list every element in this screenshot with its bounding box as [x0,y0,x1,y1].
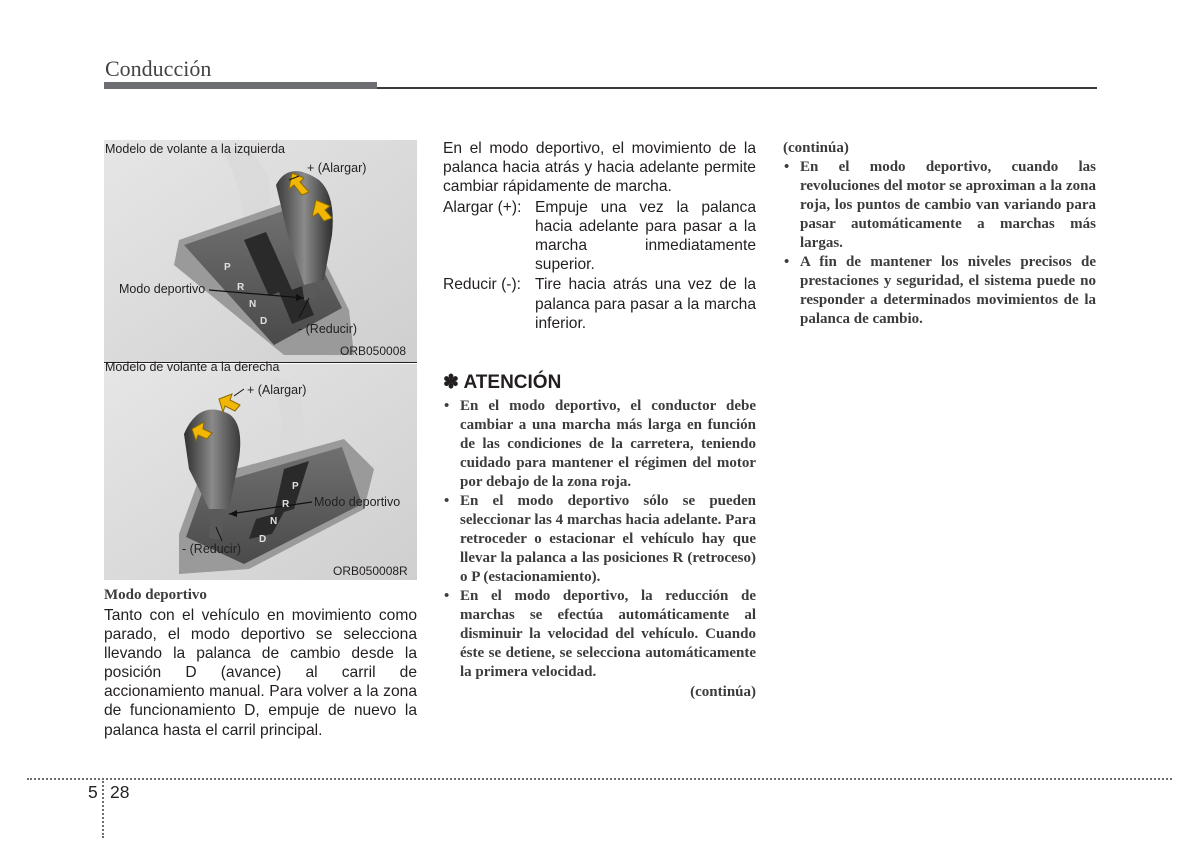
sport-mode-section [104,586,417,740]
header-rule-thin [377,87,1097,89]
attention-item: • En el modo deportivo sólo se pueden seleccionar las 4 marchas hacia adelante. Para retroceder o estacionar el vehículo hay que llevar la palanca a las posiciones R (retroceso) o P (estacionamiento). [444,493,756,585]
right-list-item: • A fin de mantener los niveles precisos de prestaciones y seguridad, el sistema puede no responder a determinados movimientos de la palanca de cambio. [784,254,1096,327]
upshift-text: Empuje una vez la palanca hacia adelante para pasar a la marcha inmediatamente superior. [535,198,756,274]
figure-right-hand-drive [104,359,417,580]
label-downshift: - (Reducir) [298,322,358,336]
sport-mode-body: Tanto con el vehículo en movimiento como parado, el modo deportivo se selecciona llevando la palanca de cambio desde la posición D (avance) al carril de accionamiento manual. Para volver a la zona de funcionamiento D, empuje de nuevo la palanca hasta el carril principal. [104,607,417,739]
bullet-icon: • [444,493,450,509]
shifter-illustration-left [104,140,417,362]
right-list [783,158,1096,329]
gate-letter-d: D [259,534,267,545]
label-sport-mode: Modo deportivo [314,495,401,509]
gate-letter-n: N [270,516,278,527]
label-sport-mode: Modo deportivo [119,282,206,296]
attention-item: • En el modo deportivo, la reducción de marchas se efectúa automáticamente al disminuir la velocidad del vehículo. Cuando éste se detiene, se selecciona automáticamente la primera velocidad. [444,588,756,680]
attention-box [443,397,756,702]
downshift-definition [443,275,756,333]
bullet-icon: • [784,254,790,270]
label-downshift: - (Reducir) [182,542,242,556]
attention-title: ATENCIÓN [463,372,562,393]
gate-letter-r: R [237,282,245,293]
gate-letter-d: D [260,316,268,327]
sport-mode-heading: Modo deportivo [104,587,207,603]
sport-mode-intro: En el modo deportivo, el movimiento de la palanca hacia atrás y hacia adelante permite cambiar rápidamente de marcha. [443,140,756,196]
footer-divider [102,778,104,838]
upshift-term: Alargar (+): [443,198,522,216]
attention-list [443,397,756,682]
figure-caption-left: Modelo de volante a la izquierda [105,142,285,156]
page-number: 28 [110,782,130,802]
gate-letter-n: N [249,299,257,310]
continues-note: (continúa) [690,684,756,700]
upshift-definition [443,198,756,275]
bullet-icon: • [444,588,450,604]
attention-item: • En el modo deportivo, el conductor debe cambiar a una marcha más larga en función de las condiciones de la carretera, teniendo cuidado para mantener el régimen del motor por debajo de la zona roja. [444,398,756,490]
attention-heading [443,371,561,394]
figure-code-left: ORB050008 [340,344,407,358]
label-upshift: + (Alargar) [307,161,367,175]
right-list-item: • En el modo deportivo, cuando las revoluciones del motor se aproximan a la zona roja, los puntos de cambio van variando para pasar automáticamente a marchas más largas. [784,159,1096,251]
chapter-number: 5 [88,782,98,802]
continued-note: (continúa) [783,140,849,156]
downshift-text: Tire hacia atrás una vez de la palanca para pasar a la marcha inferior. [535,276,756,332]
header-rule-thick [104,82,377,89]
middle-column [443,139,756,333]
downshift-term: Reducir (-): [443,276,521,294]
shifter-illustration-right [104,359,417,580]
figure-caption-right: Modelo de volante a la derecha [105,360,280,374]
footer-rule [27,778,1172,780]
attention-symbol-icon: ✽ [443,372,459,393]
gate-letter-p: P [292,481,299,492]
figure-code-right: ORB050008R [333,564,408,578]
label-upshift: + (Alargar) [247,383,307,397]
bullet-icon: • [784,159,790,175]
gate-letter-p: P [224,262,231,273]
figure-left-hand-drive [104,140,417,362]
page-header-title: Conducción [105,56,212,81]
right-column [783,139,1096,329]
gate-letter-r: R [282,499,290,510]
bullet-icon: • [444,398,450,414]
